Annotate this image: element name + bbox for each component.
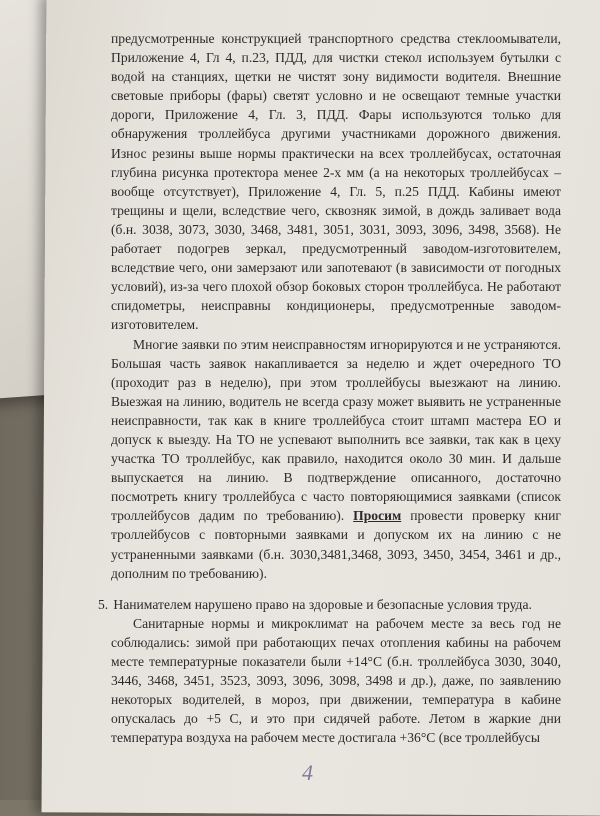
document-body — [98, 29, 562, 747]
page-number: 4 — [302, 760, 313, 785]
item-5-heading — [98, 595, 561, 614]
paragraph-vehicle-defects: предусмотренные конструкцией транспортного средства стеклоомыватели, Приложение 4, Гл 4, п.23, ПДД, для чистки стекол используем бутылки с водой на станциях, щетки не чистят зону видимости водителя. Внешние световые приборы (фары) светят условно и не освещают темные участки дороги, Приложение 4, Гл. 3, ПДД. Фары используются только для обнаружения троллейбуса другими участниками дорожного движения. Износ резины выше нормы практически на всех троллейбусах, остаточная глубина рисунка протектора менее 2-х мм (а на некоторых троллейбусах – вообще отсутствует), Приложение 4, Гл. 5, п.25 ПДД. Кабины имеют трещины и щели, вследствие чего, сквозняк зимой, в дождь заливает вода (б.н. 3038, 3073, 3030, 3468, 3481, 3051, 3031, 3093, 3096, 3498, 3568). Не работает подогрев зеркал, предусмотренный заводом-изготовителем, вследствие чего, они замерзают или запотевают (в зависимости от погодных условий), из-за чего плохой обзор боковых сторон троллейбуса. Не работают спидометры, неисправны кондиционеры, предусмотренные заводом-изготовителем. — [111, 31, 561, 333]
paragraph-ignored-requests — [111, 335, 561, 583]
paragraph-ignored-requests-text: Многие заявки по этим неисправностям игнорируются и не устраняются. Большая часть заявок накапливается за неделю и ждет очередного ТО (проходит раз в неделю), при этом троллейбусы выезжают на линию. Выезжая на линию, водитель не всегда сразу может выявить не устраненные неисправности, так как в книге троллейбуса стоит штамп мастера ЕО и допуск к выезду. На ТО не успевают выполнить все заявки, так как в цеху участка ТО троллейбус, как правило, находится около 30 мин. И дальше выпускается на линию. В подтверждение описанного, достаточно посмотреть книгу троллейбуса с часто повторяющимися заявками (список троллейбусов дадим по требованию). — [111, 336, 561, 524]
paragraph-ignored-requests-tail: провести проверку книг троллейбусов с повторными заявками и допуском их на линию с не устраненными заявками (б.н. 3030,3481,3468, 3093, 3450, 3454, 3461 и др., дополним по требованию). — [111, 508, 562, 581]
item-5-number: 5. — [98, 596, 109, 612]
item-5-heading-text: Нанимателем нарушено право на здоровые и безопасные условия труда. — [113, 596, 532, 612]
request-keyword: Просим — [353, 508, 402, 524]
paragraph-sanitary-norms: Санитарные нормы и микроклимат на рабочем месте за весь год не соблюдались: зимой при работающих печах отопления кабины на рабочем месте температурные показатели были +14°С (б.н. троллейбуса 3030, 3040, 3446, 3468, 3451, 3523, 3093, 3096, 3098, 3498 и др.), даже, по заявлению некоторых водителей, в мороз, при движении, температура в кабине опускалась до +5 С, и это при сидячей работе. Летом в жаркие дни температура воздуха на рабочем месте достигала +36°С (все троллейбусы — [111, 615, 561, 746]
